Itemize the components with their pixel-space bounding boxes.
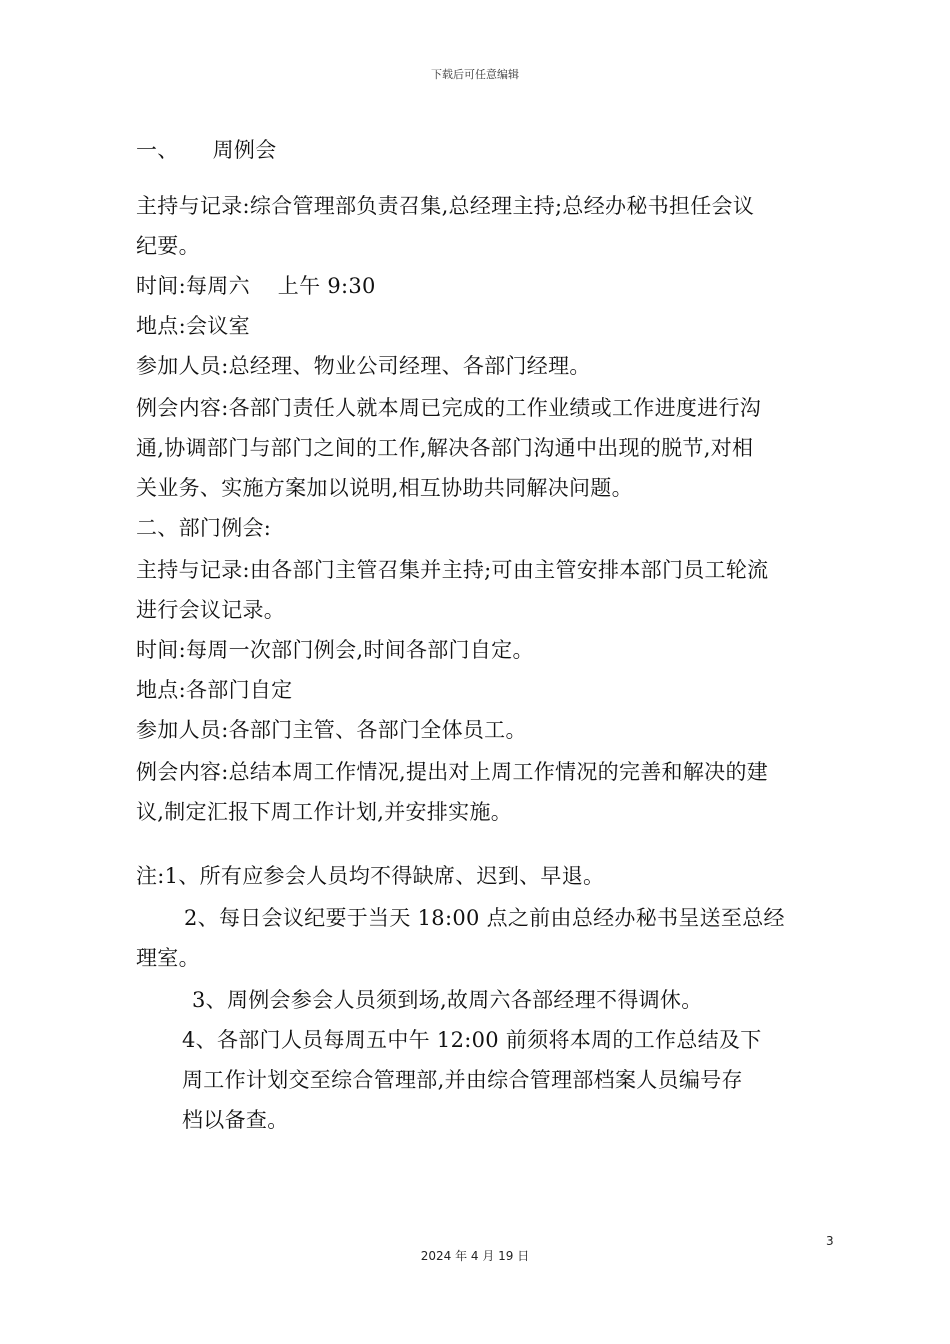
note-4-line-1: 4、各部门人员每周五中午 12:00 前须将本周的工作总结及下 — [182, 1028, 762, 1052]
weekly-content-line-1: 例会内容:各部门责任人就本周已完成的工作业绩或工作进度进行沟 — [136, 396, 762, 420]
department-host-line-2: 进行会议记录。 — [136, 598, 286, 622]
note-1: 注:1、所有应参会人员均不得缺席、迟到、早退。 — [136, 864, 605, 888]
footer-date: 2024 年 4 月 19 日 — [420, 1249, 530, 1263]
weekly-attendees: 参加人员:总经理、物业公司经理、各部门经理。 — [136, 354, 591, 378]
note-2-line-1: 2、每日会议纪要于当天 18:00 点之前由总经办秘书呈送至总经 — [184, 906, 785, 930]
department-content-line-1: 例会内容:总结本周工作情况,提出对上周工作情况的完善和解决的建 — [136, 760, 769, 784]
page-header: 下载后可任意编辑 — [431, 68, 519, 81]
note-4-line-3: 档以备查。 — [182, 1108, 289, 1132]
note-2-line-2: 理室。 — [136, 946, 200, 970]
department-content-line-2: 议,制定汇报下周工作计划,并安排实施。 — [136, 800, 513, 824]
section-weekly-number: 一、 — [136, 138, 179, 162]
note-3: 3、周例会参会人员须到场,故周六各部经理不得调休。 — [192, 988, 703, 1012]
weekly-host-line-2: 纪要。 — [136, 234, 200, 258]
section-weekly-title: 周例会 — [212, 138, 277, 162]
department-attendees: 参加人员:各部门主管、各部门全体员工。 — [136, 718, 527, 742]
weekly-time: 时间:每周六 上午 9:30 — [136, 274, 376, 298]
weekly-content-line-3: 关业务、实施方案加以说明,相互协助共同解决问题。 — [136, 476, 633, 500]
section-department-heading: 二、部门例会: — [136, 516, 272, 540]
weekly-host-line-1: 主持与记录:综合管理部负责召集,总经理主持;总经办秘书担任会议 — [136, 194, 755, 218]
department-time: 时间:每周一次部门例会,时间各部门自定。 — [136, 638, 534, 662]
department-place: 地点:各部门自定 — [136, 678, 293, 702]
department-host-line-1: 主持与记录:由各部门主管召集并主持;可由主管安排本部门员工轮流 — [136, 558, 769, 582]
weekly-place: 地点:会议室 — [136, 314, 250, 338]
page-number: 3 — [826, 1234, 834, 1248]
section-weekly-heading — [136, 135, 277, 165]
note-4-line-2: 周工作计划交至综合管理部,并由综合管理部档案人员编号存 — [182, 1068, 743, 1092]
weekly-content-line-2: 通,协调部门与部门之间的工作,解决各部门沟通中出现的脱节,对相 — [136, 436, 754, 460]
